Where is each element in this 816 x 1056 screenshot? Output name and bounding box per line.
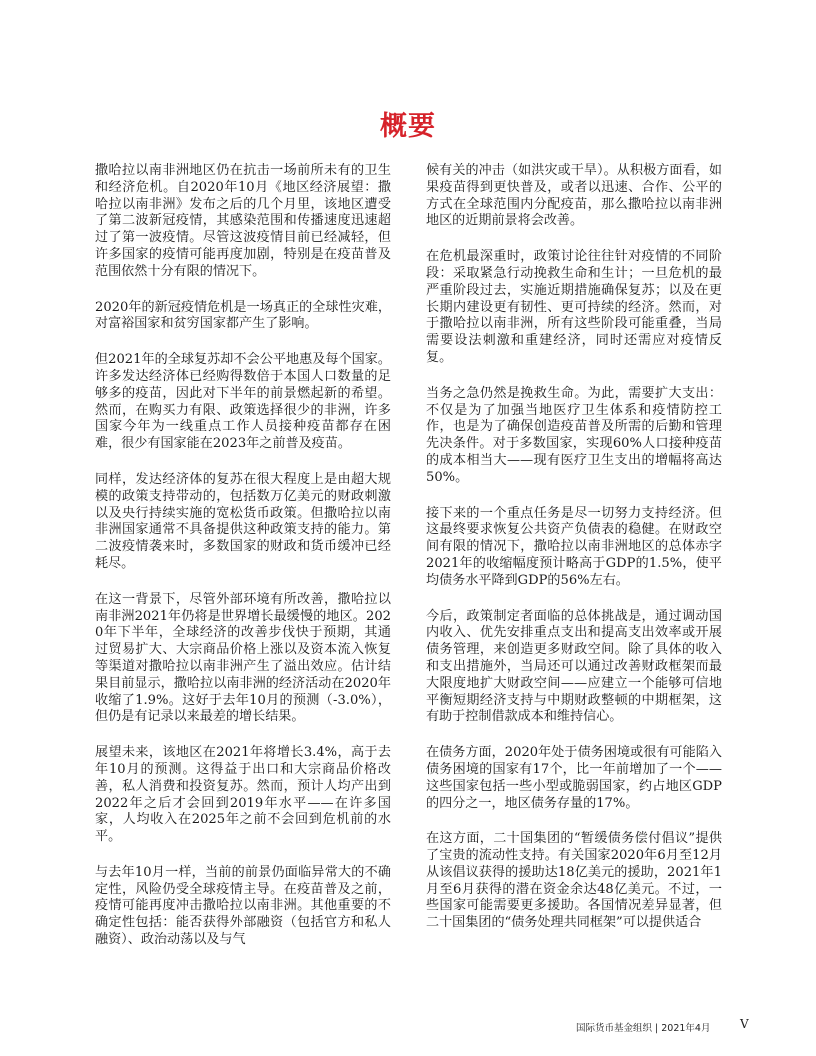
paragraph: 同样，发达经济体的复苏在很大程度上是由超大规模的政策支持带动的，包括数万亿美元的财政刺激以及央行持续实施的宽松货币政策。但撒哈拉以南非洲国家通常不具备提供这种政策支持的能力。第二波疫情袭来时，多数国家的财政和货币缓冲已经耗尽。 bbox=[95, 471, 391, 571]
paragraph: 候有关的冲击（如洪灾或干旱）。从积极方面看，如果疫苗得到更快普及，或者以迅速、合作、公平的方式在全球范围内分配疫苗，那么撒哈拉以南非洲地区的近期前景将会改善。 bbox=[426, 163, 722, 229]
paragraph: 但2021年的全球复苏却不会公平地惠及每个国家。许多发达经济体已经购得数倍于本国人口数量的足够多的疫苗，因此对下半年的前景燃起新的希望。然而，在购买力有限、政策选择很少的非洲，许多国家今年为一线重点工作人员接种疫苗都存在困难，很少有国家能在2023年之前普及疫苗。 bbox=[95, 352, 391, 452]
paragraph: 在债务方面，2020年处于债务困境或很有可能陷入债务困境的国家有17个，比一年前增加了一个——这些国家包括一些小型或脆弱国家，约占地区GDP的四分之一，地区债务存量的17%。 bbox=[426, 745, 722, 811]
paragraph: 今后，政策制定者面临的总体挑战是，通过调动国内收入、优先安排重点支出和提高支出效率或开展债务管理，来创造更多财政空间。除了具体的收入和支出措施外，当局还可以通过改善财政框架而最大限度地扩大财政空间——应建立一个能够可信地平衡短期经济支持与中期财政整顿的中期框架，这有助于控制借款成本和维持信心。 bbox=[426, 608, 722, 725]
paragraph: 在危机最深重时，政策讨论往往针对疫情的不同阶段：采取紧急行动挽救生命和生计；一旦危机的最严重阶段过去，实施近期措施确保复苏；以及在更长期内建设更有韧性、更可持续的经济。然而，对于撒哈拉以南非洲，所有这些阶段可能重叠，当局需要设法刺激和重建经济，同时还需应对疫情反复。 bbox=[426, 249, 722, 365]
right-column bbox=[426, 163, 722, 951]
paragraph: 与去年10月一样，当前的前景仍面临异常大的不确定性，风险仍受全球疫情主导。在疫苗普及之前，疫情可能再度冲击撒哈拉以南非洲。其他重要的不确定性包括：能否获得外部融资（包括官方和私人融资）、政治动荡以及与气 bbox=[95, 864, 391, 948]
left-column bbox=[95, 163, 391, 968]
paragraph: 展望未来，该地区在2021年将增长3.4%，高于去年10月的预测。这得益于出口和大宗商品价格改善，私人消费和投资复苏。然而，预计人均产出到2022年之后才会回到2019年水平——在许多国家，人均收入在2025年之前不会回到危机前的水平。 bbox=[95, 745, 391, 845]
page-title: 概要 bbox=[380, 111, 436, 142]
paragraph: 2020年的新冠疫情危机是一场真正的全球性灾难，对富裕国家和贫穷国家都产生了影响。 bbox=[95, 299, 391, 332]
page-number: V bbox=[740, 1017, 749, 1031]
paragraph: 撒哈拉以南非洲地区仍在抗击一场前所未有的卫生和经济危机。自2020年10月《地区经济展望：撒哈拉以南非洲》发布之后的几个月里，该地区遭受了第二波新冠疫情，其感染范围和传播速度迅速超过了第一波疫情。尽管这波疫情目前已经减轻，但许多国家的疫情可能再度加剧，特别是在疫苗普及范围依然十分有限的情况下。 bbox=[95, 163, 391, 279]
paragraph: 在这一背景下，尽管外部环境有所改善，撒哈拉以南非洲2021年仍将是世界增长最缓慢的地区。2020年下半年，全球经济的改善步伐快于预期，其通过贸易扩大、大宗商品价格上涨以及资本流入恢复等渠道对撒哈拉以南非洲产生了溢出效应。估计结果目前显示，撒哈拉以南非洲的经济活动在2020年收缩了1.9%。这好于去年10月的预测（-3.0%），但仍是有记录以来最差的增长结果。 bbox=[95, 591, 391, 725]
paragraph: 在这方面，二十国集团的“暂缓债务偿付倡议”提供了宝贵的流动性支持。有关国家2020年6月至12月从该倡议获得的援助达18亿美元的援助，2021年1月至6月获得的潜在资金余达48亿美元。不过，一些国家可能需要更多援助。各国情况差异显著，但二十国集团的“债务处理共同框架”可以提供适合 bbox=[426, 831, 722, 931]
paragraph: 当务之急仍然是挽救生命。为此，需要扩大支出：不仅是为了加强当地医疗卫生体系和疫情防控工作，也是为了确保创造疫苗普及所需的后勤和管理先决条件。对于多数国家，实现60%人口接种疫苗的成本相当大——现有医疗卫生支出的增幅将高达50%。 bbox=[426, 385, 722, 485]
footer-publisher: 国际货币基金组织 | 2021年4月 bbox=[576, 1023, 711, 1034]
paragraph: 接下来的一个重点任务是尽一切努力支持经济。但这最终要求恢复公共资产负债表的稳健。在财政空间有限的情况下，撒哈拉以南非洲地区的总体赤字2021年的收缩幅度预计略高于GDP的1.5%，使平均债务水平降到GDP的56%左右。 bbox=[426, 505, 722, 588]
